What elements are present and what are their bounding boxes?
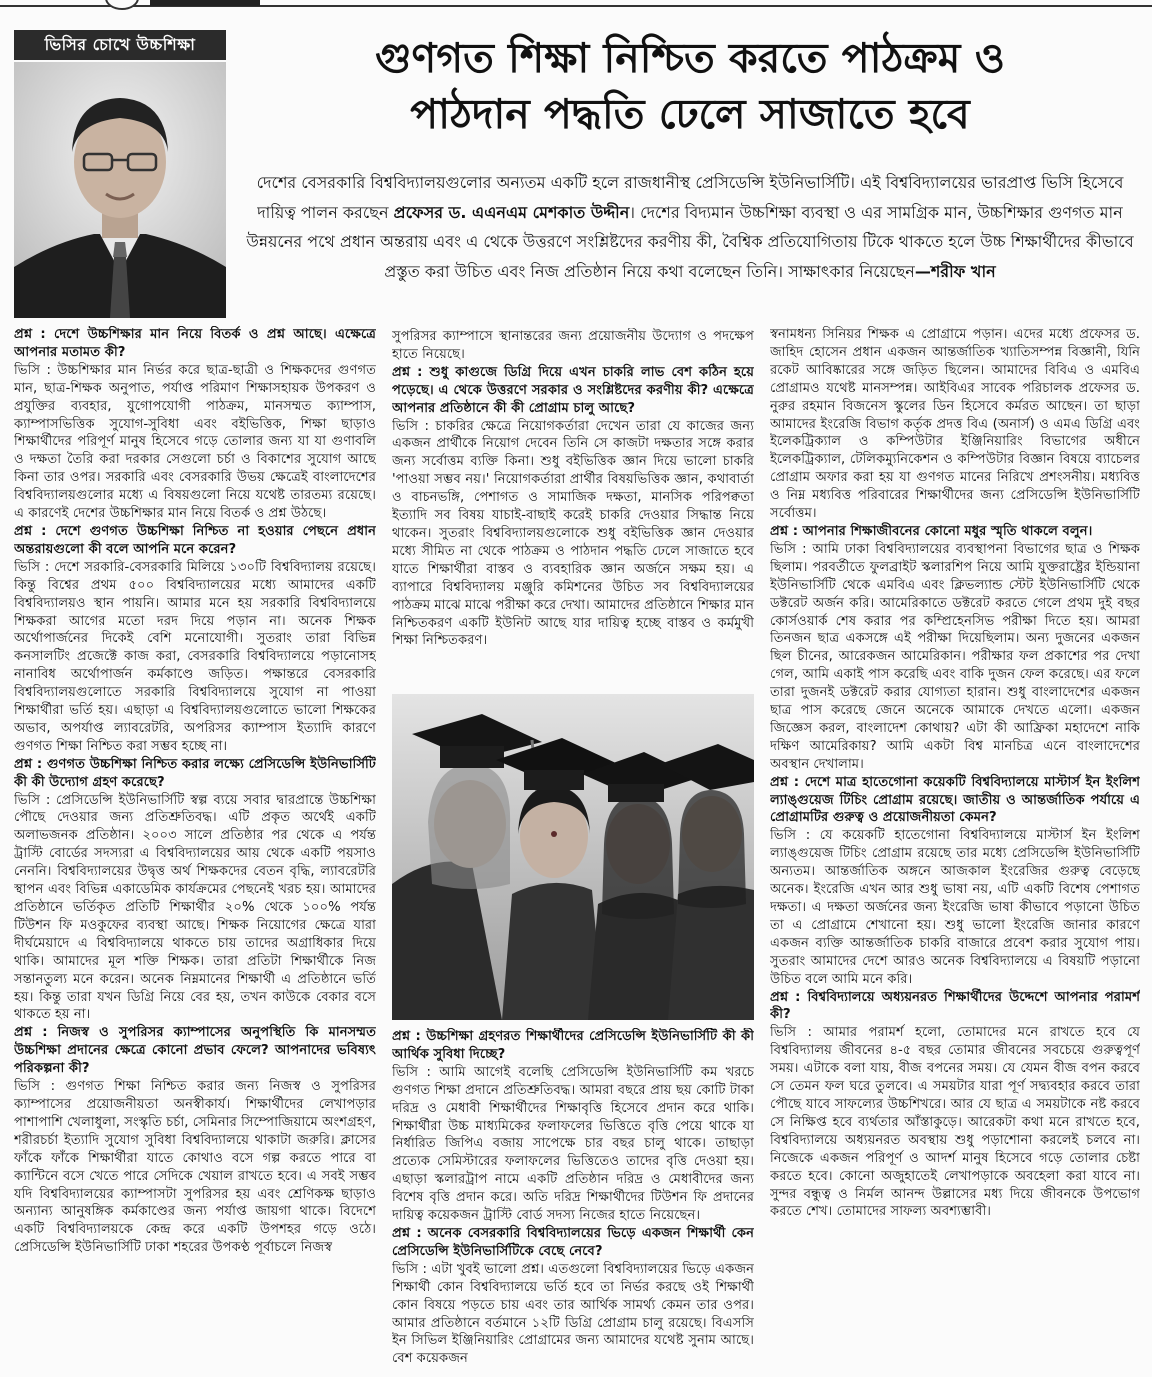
intro-text-2: । দেশের বিদ্যমান উচ্চশিক্ষা ব্যবস্থা ও এর সামগ্রিক মান, উচ্চশিক্ষার গুণগত মান উন্নয়নের পথে প্রধান অন্তরায় এবং এ থেকে উত্তরণে সংশ্লিষ্টদের করণীয় কী, বৈশ্বিক প্রতিযোগিতায় টিকে থাকতে হলে উচ্চ শিক্ষার্থীদের কীভাবে প্রস্তুত করা উচিত এবং নিজ প্রতিষ্ঠান নিয়ে কথা বলেছেন তিনি। সাক্ষাৎকার নিয়েছেন — [246, 202, 1134, 281]
interviewee-name: প্রফেসর ড. এএনএম মেশকাত উদ্দীন — [393, 202, 630, 222]
article-column-1 — [14, 326, 376, 1372]
intro-paragraph — [240, 168, 1140, 286]
interview-answer: ভিসি : চাকরির ক্ষেত্রে নিয়োগকর্তারা দেখেন তারা যে কাজের জন্য একজন প্রার্থীকে নিয়োগ দেবেন তিনি সে কাজটা দক্ষতার সঙ্গে করার জন্য সর্বোত্তম ব্যক্তি কিনা। শুধু বইভিত্তিক জ্ঞান দিয়ে ভালো চাকরি 'পাওয়া সম্ভব নয়।' নিয়োগকর্তারা প্রার্থীর বিষয়ভিত্তিক জ্ঞান, কথাবার্তা ও বাচনভঙ্গি, পেশাগত ও সামাজিক দক্ষতা, মানসিক পরিপক্বতা ইত্যাদি সব বিষয় যাচাই-বাছাই করেই চাকরি দেওয়ার সিদ্ধান্ত নিয়ে থাকেন। সুতরাং বিশ্ববিদ্যালয়গুলোকে শুধু বইভিত্তিক জ্ঞান দেওয়ার মধ্যে সীমিত না থেকে পাঠক্রম ও পাঠদান পদ্ধতি ঢেলে সাজাতে হবে যাতে শিক্ষার্থীরা বাস্তব ও ব্যবহারিক জ্ঞান অর্জনে সক্ষম হয়। এ ব্যাপারে বিশ্ববিদ্যালয় মঞ্জুরি কমিশনের উচিত সব বিশ্ববিদ্যালয়ের পাঠক্রম মাঝে মাঝে পরীক্ষা করে দেখা। আমাদের প্রতিষ্ঠানে শিক্ষার মান নিশ্চিতকরণ একটি ইউনিট আছে যার দায়িত্ব হচ্ছে বাস্তব ও কর্মমুখী শিক্ষা নিশ্চিতকরণ। — [392, 418, 754, 649]
interview-question: প্রশ্ন : উচ্চশিক্ষা গ্রহণরত শিক্ষার্থীদের প্রেসিডেন্সি ইউনিভার্সিটি কী কী আর্থিক সুবিধা দিচ্ছে? — [392, 1029, 754, 1062]
article-column-3 — [770, 326, 1140, 1372]
top-rule — [0, 0, 1152, 8]
interview-question: প্রশ্ন : দেশে গুণগত উচ্চশিক্ষা নিশ্চিত না হওয়ার পেছনে প্রধান অন্তরায়গুলো কী বলে আপনি মনে করেন? — [14, 523, 376, 557]
section-label: ভিসির চোখে উচ্চশিক্ষা — [14, 30, 226, 60]
intro-text-1: দেশের বেসরকারি বিশ্ববিদ্যালয়গুলোর অন্যতম একটি হলে রাজধানীস্থ প্রেসিডেন্সি ইউনিভার্সিটি। এই বিশ্ববিদ্যালয়ের ভারপ্রাপ্ত ভিসি হিসেবে দায়িত্ব পালন করছেন — [256, 173, 1124, 222]
interview-question: প্রশ্ন : নিজস্ব ও সুপরিসর ক্যাম্পাসের অনুপস্থিতি কি মানসম্মত উচ্চশিক্ষা প্রদানের ক্ষেত্রে কোনো প্রভাব ফেলে? আপনাদের ভবিষ্যৎ পরিকল্পনা কী? — [14, 1025, 376, 1077]
interview-question: প্রশ্ন : অনেক বেসরকারি বিশ্ববিদ্যালয়ের ভিড়ে একজন শিক্ষার্থী কেন প্রেসিডেন্সি ইউনিভার্সিটিকে বেছে নেবে? — [392, 1225, 754, 1259]
interview-answer: ভিসি : যে কয়েকটি হাতেগোনা বিশ্ববিদ্যালয়ে মাস্টার্স ইন ইংলিশ ল্যাঙ্গুয়েজ টিচিং প্রোগ্রাম রয়েছে তার মধ্যে প্রেসিডেন্সি ইউনিভার্সিটি অন্যতম। আন্তর্জাতিক অঙ্গনে আজকাল ইংরেজির গুরুত্ব বেড়েছে অনেক। ইংরেজি এখন আর শুধু ভাষা নয়, এটি একটি বিশেষ পেশাগত দক্ষতা। এ দক্ষতা অর্জনের জন্য ইংরেজি ভাষা কীভাবে পড়ানো উচিত তা এ প্রোগ্রামে শেখানো হয়। শুধু ভালো ইংরেজি জানার কারণে একজন ব্যক্তি আন্তর্জাতিক চাকরি বাজারে প্রবেশ করার সুযোগ পায়। সুতরাং আমাদের দেশে আরও অনেক বিশ্ববিদ্যালয়ে এ বিষয়টি পড়ানো উচিত বলে আমি মনে করি। — [770, 828, 1140, 987]
headline — [240, 30, 1140, 142]
interview-answer: ভিসি : এটা খুবই ভালো প্রশ্ন। এতগুলো বিশ্ববিদ্যালয়ের ভিড়ে একজন শিক্ষার্থী কোন বিশ্ববিদ্যালয়ে ভর্তি হবে তা নির্ভর করছে ওই শিক্ষার্থী কোন বিষয়ে পড়তে চায় এবং তার আর্থিক সামর্থ্য কেমন তার ওপর। আমার প্রতিষ্ঠানে বর্তমানে ১২টি ডিগ্রি প্রোগ্রাম চালু রয়েছে। বিএসসি ইন সিভিল ইঞ্জিনিয়ারিং প্রোগ্রামের জন্য আমাদের যথেষ্ট সুনাম আছে। বেশ কয়েকজন — [392, 1261, 754, 1367]
graduates-photo — [392, 694, 754, 1020]
masthead-bar — [150, 0, 260, 6]
interview-answer: ভিসি : গুণগত শিক্ষা নিশ্চিত করার জন্য নিজস্ব ও সুপরিসর ক্যাম্পাসের প্রয়োজনীয়তা অনস্বীকার্য। শিক্ষার্থীদের লেখাপড়ার পাশাপাশি খেলাধুলা, সংস্কৃতি চর্চা, সেমিনার সিম্পোজিয়ামে অংশগ্রহণ, শরীরচর্চা ইত্যাদি সুযোগ সুবিধা বিশ্ববিদ্যালয়ে থাকাটা জরুরি। ক্লাসের ফাঁকে ফাঁকে শিক্ষার্থীরা যাতে কোথাও বসে গল্প করতে পারে বা ক্যান্টিনে বসে খেতে পারে সেদিকে খেয়াল রাখতে হবে। এ সবই সম্ভব যদি বিশ্ববিদ্যালয়ের ক্যাম্পাসটা সুপরিসর হয় এবং শ্রেণিকক্ষ ছাড়াও অন্যান্য আনুষঙ্গিক কর্মকাণ্ডের জন্য পর্যাপ্ত জায়গা থাকে। বিদেশে একটি বিশ্ববিদ্যালয়কে কেন্দ্র করে একটি উপশহর গড়ে ওঠে। প্রেসিডেন্সি ইউনিভার্সিটি ঢাকা শহরের উপকণ্ঠ পূর্বাচলে নিজস্ব — [14, 1079, 376, 1256]
interview-question: প্রশ্ন : আপনার শিক্ষাজীবনের কোনো মধুর স্মৃতি থাকলে বলুন। — [770, 523, 1093, 539]
interview-answer: স্বনামধন্য সিনিয়র শিক্ষক এ প্রোগ্রামে পড়ান। এদের মধ্যে প্রফেসর ড. জাহিদ হোসেন প্রধান একজন আন্তর্জাতিক খ্যাতিসম্পন্ন বিজ্ঞানী, যিনি রকেট আবিষ্কারের সঙ্গে জড়িত ছিলেন। আমাদের বিবিএ ও এমবিএ প্রোগ্রামও যথেষ্ট মানসম্পন্ন। আইবিএর সাবেক পরিচালক প্রফেসর ড. নুরুর রহমান বিজনেস স্কুলের ডিন হিসেবে কর্মরত আছেন। তা ছাড়া আমাদের ইংরেজি বিভাগ কর্তৃক প্রদত্ত বিএ (অনার্স) ও এমএ ডিগ্রি এবং ইলেকট্রিক্যাল ও কম্পিউটার ইঞ্জিনিয়ারিং বিভাগের অধীনে ইলেকট্রিক্যাল, টেলিকম্যুনিকেশন ও কম্পিউটার বিজ্ঞান বিষয়ে ব্যাচেলর প্রোগ্রাম অফার করা হয় যা গুণগত মানের নিরিখে প্রশংসনীয়। মধ্যবিত্ত ও নিম্ন মধ্যবিত্ত পরিবারের শিক্ষার্থীদের জন্য প্রেসিডেন্সি ইউনিভার্সিটি সর্বোত্তম। — [770, 327, 1140, 522]
interview-question: প্রশ্ন : গুণগত উচ্চশিক্ষা নিশ্চিত করার লক্ষ্যে প্রেসিডেন্সি ইউনিভার্সিটি কী কী উদ্যোগ গ্রহণ করেছে? — [14, 756, 376, 790]
interview-answer: ভিসি : আমি ঢাকা বিশ্ববিদ্যালয়ের ব্যবস্থাপনা বিভাগের ছাত্র ও শিক্ষক ছিলাম। পরবর্তীতে ফুলব্রাইট স্কলারশিপ নিয়ে আমি যুক্তরাষ্ট্রের ইন্ডিয়ানা ইউনিভার্সিটি থেকে এমবিএ এবং ক্লিভল্যান্ড স্টেট ইউনিভার্সিটি থেকে ডক্টরেট অর্জন করি। আমেরিকাতে ডক্টরেট করতে গেলে প্রথম দুই বছর কোর্সওয়ার্ক শেষ করার পর কম্প্রিহেনসিভ পরীক্ষা দিতে হয়। আমরা তিনজন ছাত্র একসঙ্গে এই পরীক্ষা দিয়েছিলাম। অন্য দুজনের একজন ছিল চীনের, আরেকজন আমেরিকান। পরীক্ষার ফল প্রকাশের পর দেখা গেল, আমি একাই পাস করেছি এবং বাকি দুজন ফেল করেছে। এর ফলে তারা দুজনই ডক্টরেট করার যোগ্যতা হারান। শুধু বাংলাদেশের একজন ছাত্র পাস করেছে জেনে অনেকে আমাকে দেখতে এলো। একজন জিজ্ঞেস করল, বাংলাদেশ কোথায়? এটা কী আফ্রিকা মহাদেশে নাকি দক্ষিণ আমেরিকায়? আমি একটা বিশ্ব মানচিত্র এনে বাংলাদেশের অবস্থান দেখালাম। — [770, 541, 1140, 772]
article-column-2-bottom — [392, 1028, 754, 1372]
interview-answer: সুপরিসর ক্যাম্পাসে স্থানান্তরের জন্য প্রয়োজনীয় উদ্যোগ ও পদক্ষেপ হাতে নিয়েছে। — [392, 329, 754, 362]
interview-answer: ভিসি : দেশে সরকারি-বেসরকারি মিলিয়ে ১৩০টি বিশ্ববিদ্যালয় রয়েছে। কিন্তু বিশ্বের প্রথম ৫০০ বিশ্ববিদ্যালয়ের মধ্যে আমাদের একটি বিশ্ববিদ্যালয়ও স্থান পায়নি। আমার মনে হয় সরকারি বিশ্ববিদ্যালয়ে শিক্ষকরা আগের মতো দরদ দিয়ে পড়ান না। অনেক শিক্ষক অর্থোপার্জনের দিকেই বেশি মনোযোগী। সুতরাং তারা বিভিন্ন কনসালটিং প্রজেক্টে কাজ করা, বেসরকারি বিশ্ববিদ্যালয়ে পড়ানোসহ নানাবিধ অর্থোপার্জন কর্মকাণ্ডে জড়িত। পক্ষান্তরে বেসরকারি বিশ্ববিদ্যালয়গুলোতে সরকারি বিশ্ববিদ্যালয়ে সুযোগ না পাওয়া শিক্ষার্থীরা ভর্তি হয়। এছাড়া এ বিশ্ববিদ্যালয়গুলোতে ভালো শিক্ষকের অভাব, অপর্যাপ্ত ল্যাবরেটরি, অপরিসর ক্যাম্পাস ইত্যাদি কারণে গুণগত শিক্ষা নিশ্চিত করা সম্ভব হচ্ছে না। — [14, 559, 376, 754]
interview-answer: ভিসি : প্রেসিডেন্সি ইউনিভার্সিটি স্বল্প ব্যয়ে সবার দ্বারপ্রান্তে উচ্চশিক্ষা পৌছে দেওয়ার জন্য প্রতিশ্রুতিবদ্ধ। এটি প্রকৃত অর্থেই একটি অলাভজনক প্রতিষ্ঠান। ২০০৩ সালে প্রতিষ্ঠার পর থেকে এ পর্যন্ত ট্রাস্টি বোর্ডের সদস্যরা এ বিশ্ববিদ্যালয়ের আয় থেকে একটি পয়সাও নেননি। বিশ্ববিদ্যালয়ের উদ্বৃত্ত অর্থ শিক্ষকদের বেতন বৃদ্ধি, ল্যাবরেটরি স্থাপন এবং বিভিন্ন একাডেমিক কার্যক্রমের পেছনেই খরচ হয়। আমাদের প্রতিষ্ঠানে ভর্তিকৃত প্রতিটি শিক্ষার্থীর ২০% থেকে ১০০% পর্যন্ত টিউশন ফি মওকুফের ব্যবস্থা আছে। শিক্ষক নিয়োগের ক্ষেত্রে যারা দীর্ঘমেয়াদে এ বিশ্ববিদ্যালয়ে থাকতে চায় তাদের অগ্রাধিকার দিয়ে থাকি। আমাদের মূল শক্তি শিক্ষক। তারা প্রতিটা শিক্ষার্থীকে নিজ সন্তানতুল্য মনে করেন। অনেক নিম্নমানের শিক্ষার্থী এ প্রতিষ্ঠানে ভর্তি হয়। কিন্তু তারা যখন ডিগ্রি নিয়ে বের হয়, তখন কাউকে বেকার বসে থাকতে হয় না। — [14, 792, 376, 1023]
interview-answer: ভিসি : আমি আগেই বলেছি প্রেসিডেন্সি ইউনিভার্সিটি কম খরচে গুণগত শিক্ষা প্রদানে প্রতিশ্রুতিবদ্ধ। আমরা বছরে প্রায় ছয় কোটি টাকা দরিদ্র ও মেধাবী শিক্ষার্থীদের শিক্ষাবৃত্তি হিসেবে প্রদান করে থাকি। শিক্ষার্থীরা উচ্চ মাধ্যমিকের ফলাফলের ভিত্তিতে বৃত্তি পেয়ে থাকে যা নির্ধারিত জিপিএ বজায় সাপেক্ষে চার বছর চালু থাকে। তাছাড়া প্রত্যেক সেমিস্টারের ফলাফলের ভিত্তিতেও তাদের বৃত্তি দেওয়া হয়। এছাড়া স্কলারট্রাপ নামে একটি প্রতিষ্ঠান দরিদ্র ও মেধাবীদের জন্য বিশেষ বৃত্তি প্রদান করে। অতি দরিদ্র শিক্ষার্থীদের টিউশন ফি প্রদানের দায়িত্ব কয়েকজন ট্রাস্টি বোর্ড সদস্য নিজের হাতে নিয়েছেন। — [392, 1064, 754, 1224]
article-column-2-top — [392, 328, 754, 688]
interview-answer: ভিসি : উচ্চশিক্ষার মান নির্ভর করে ছাত্র-ছাত্রী ও শিক্ষকদের গুণগত মান, ছাত্র-শিক্ষক অনুপাত, পর্যাপ্ত পরিমাণ শিক্ষাসহায়ক উপকরণ ও প্রযুক্তির ব্যবহার, যুগোপযোগী পাঠক্রম, মানসম্মত ক্যাম্পাস, ক্যাম্পাসভিত্তিক সুযোগ-সুবিধা এবং বইভিত্তিক, শিক্ষা ছাড়াও শিক্ষার্থীদের পরিপূর্ণ মানুষ হিসেবে গড়ে তোলার জন্য যা যা গুণাবলি ও দক্ষতা তৈরি করা দরকার সেগুলো চর্চা ও বিকাশের সুযোগ আছে কিনা তার ওপর। সরকারি এবং বেসরকারি উভয় ক্ষেত্রেই বাংলাদেশের বিশ্ববিদ্যালয়গুলোর মধ্যে এ বিষয়গুলো নিয়ে যথেষ্ট তারতম্য রয়েছে। এ কারণেই দেশের উচ্চশিক্ষার মান নিয়ে বিতর্ক ও প্রশ্ন উঠছে। — [14, 362, 376, 522]
headline-line-2: পাঠদান পদ্ধতি ঢেলে সাজাতে হবে — [410, 90, 970, 138]
headline-line-1: গুণগত শিক্ষা নিশ্চিত করতে পাঠক্রম ও — [375, 34, 1005, 82]
masthead-ornament — [105, 0, 139, 10]
interview-question: প্রশ্ন : দেশে মাত্র হাতেগোনা কয়েকটি বিশ্ববিদ্যালয়ে মাস্টার্স ইন ইংলিশ ল্যাঙ্গুয়েজ টিচিং প্রোগ্রাম রয়েছে। জাতীয় ও আন্তর্জাতিক পর্যায়ে এ প্রোগ্রামটির গুরুত্ব ও প্রয়োজনীয়তা কেমন? — [770, 774, 1140, 826]
interview-question: প্রশ্ন : শুধু কাগুজে ডিগ্রি দিয়ে এখন চাকরি লাভ বেশ কঠিন হয়ে পড়েছে। এ থেকে উত্তরণে সরকার ও সংশ্লিষ্টদের করণীয় কী? এক্ষেত্রে আপনার প্রতিষ্ঠানে কী কী প্রোগ্রাম চালু আছে? — [392, 364, 754, 416]
interviewer-name: —শরীফ খান — [914, 261, 996, 281]
interview-question: প্রশ্ন : দেশে উচ্চশিক্ষার মান নিয়ে বিতর্ক ও প্রশ্ন আছে। এক্ষেত্রে আপনার মতামত কী? — [14, 327, 376, 360]
vc-portrait-photo — [14, 62, 226, 318]
interview-question: প্রশ্ন : বিশ্ববিদ্যালয়ে অধ্যয়নরত শিক্ষার্থীদের উদ্দেশে আপনার পরামর্শ কী? — [770, 989, 1140, 1023]
interview-answer: ভিসি : আমার পরামর্শ হলো, তোমাদের মনে রাখতে হবে যে বিশ্ববিদ্যালয় জীবনের ৪-৫ বছর তোমার জীবনের সবচেয়ে গুরুত্বপূর্ণ সময়। এটাকে বলা যায়, বীজ বপনের সময়। যে যেমন বীজ বপন করবে সে তেমন ফল ঘরে তুলবে। এ সময়টার যারা পূর্ণ সদ্ব্যবহার করবে তারা পৌছে যাবে সাফল্যের উচ্চশিখরে। আর যে ছাত্র এ সময়টাকে নষ্ট করবে সে নিক্ষিপ্ত হবে ব্যর্থতার আঁস্তাকুড়ে। আরেকটা কথা মনে রাখতে হবে, বিশ্ববিদ্যালয়ে অধ্যয়নরত অবস্থায় শুধু পড়াশোনা করলেই চলবে না। নিজেকে একজন পরিপূর্ণ ও আদর্শ মানুষ হিসেবে গড়ে তোলার চেষ্টা করতে হবে। কোনো অজুহাতেই লেখাপড়াকে অবহেলা করা যাবে না। সুন্দর বন্ধুত্ব ও নির্মল আনন্দ উল্লাসের মধ্য দিয়ে জীবনকে উপভোগ করতে শেখ। তোমাদের সাফল্য অবশ্যম্ভাবী। — [770, 1025, 1140, 1220]
